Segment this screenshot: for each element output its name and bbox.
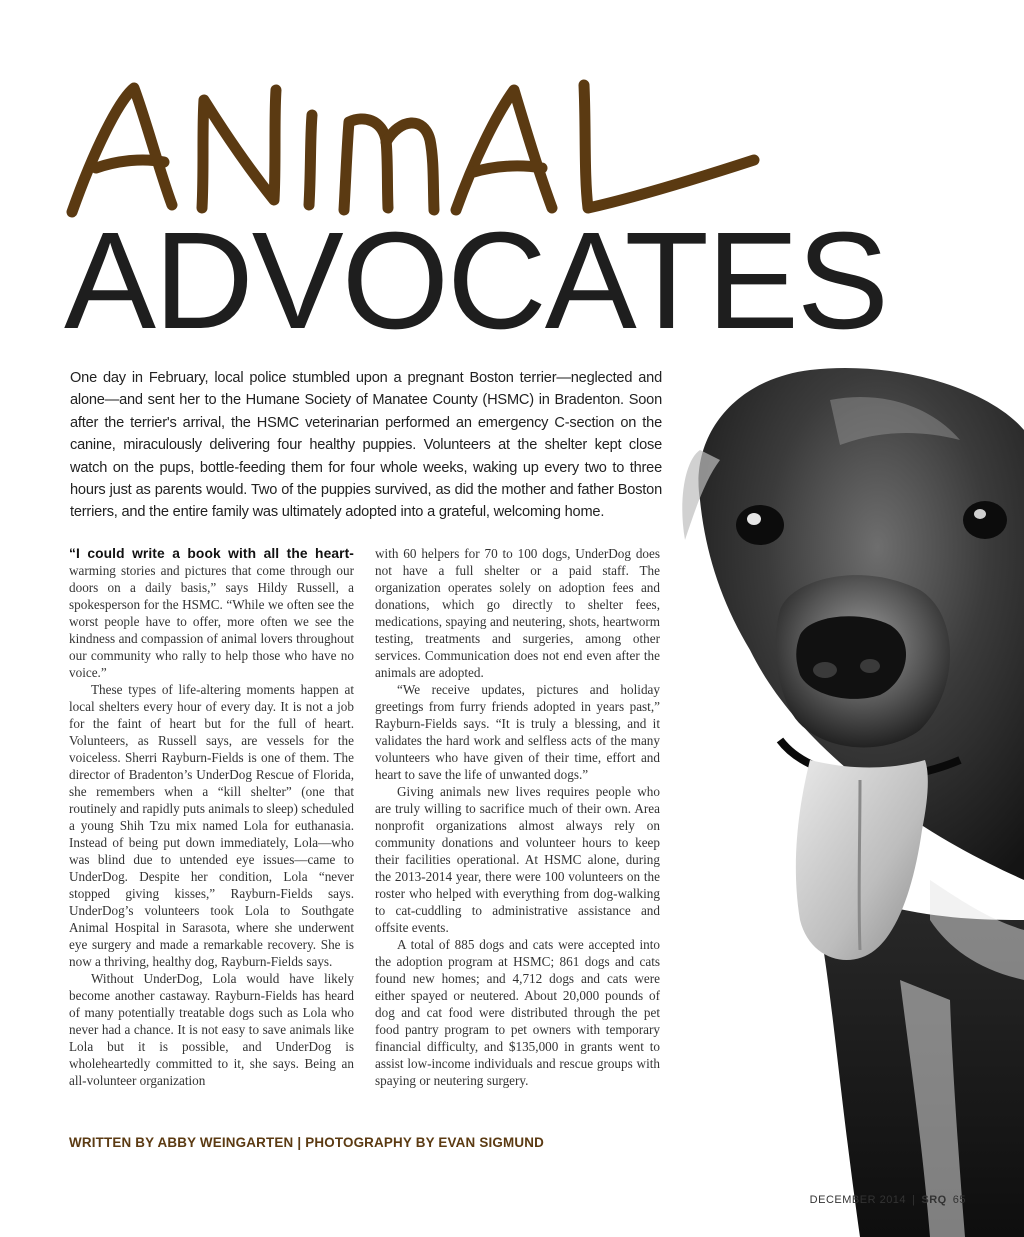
body-paragraph: Giving animals new lives requires people who are truly willing to sacrifice much of their own. Area nonprofit organizations almost always rely on community donations and volunteer hours to keep their facilities operational. At HSMC alone, during the 2013-2014 year, there were 100 volunteers on the roster who helped with everything from dog-walking to cat-cuddling to administrative assistance and offsite events. <box>375 784 660 935</box>
body-column-left <box>69 545 354 1089</box>
page-footer <box>810 1194 966 1206</box>
intro-paragraph: One day in February, local police stumbled upon a pregnant Boston terrier—neglected and alone—and sent her to the Humane Society of Manatee County (HSMC) in Bradenton. Soon after the terrier's arrival, the HSMC veterinarian performed an emergency C-section on the canine, miraculously delivering four healthy puppies. Volunteers at the shelter kept close watch on the pups, bottle-feeding them for four whole weeks, waking up every two to three hours just as parents would. Two of the puppies survived, as did the mother and father Boston terriers, and the entire family was ultimately adopted into a grateful, welcoming home. <box>70 370 662 521</box>
body-paragraph: A total of 885 dogs and cats were accepted into the adoption program at HSMC; 861 dogs and cats found new homes; and 4,712 dogs and cats were either spayed or neutered. About 20,000 pounds of dog and cat food were distributed through the pet food pantry program to pet owners with temporary financial difficulty, and $135,000 in grants went to assist low-income individuals and rescue groups with spaying or neutering surgery. <box>375 937 660 1088</box>
body-paragraph: These types of life-altering moments happen at local shelters every hour of every day. It is not a job for the faint of heart but for the full of heart. Volunteers, as Russell says, are vessels for the voiceless. Sherri Rayburn-Fields is one of them. The director of Bradenton’s UnderDog Rescue of Florida, she remembers when a “kill shelter” (one that routinely and rapidly puts animals to sleep) scheduled a young Shih Tzu mix named Lola for euthanasia. Instead of being put down immediately, Lola—who was blind due to untended eye issues—came to UnderDog. Despite her condition, Lola “never stopped giving kisses,” Rayburn-Fields says. UnderDog’s volunteers took Lola to Southgate Animal Hospital in Sarasota, where she underwent eye surgery and made a remarkable recovery. She is now a thriving, healthy dog, Rayburn-Fields says. <box>69 682 354 969</box>
footer-date: DECEMBER 2014 <box>809 1194 907 1206</box>
body-text: warming stories and pictures that come through our doors on a daily basis,” says Hildy Russell, a spokesperson for the HSMC. “While we often see the worst people have to offer, more often we see the kindness and compassion of animal lovers throughout our community who rally to help those who have no voice.” <box>69 563 354 680</box>
dog-image <box>660 360 1024 1237</box>
lead-quote: “I could write a book with all the heart- <box>69 546 354 561</box>
dog-photo <box>660 360 1024 1237</box>
page-number: 65 <box>952 1194 966 1206</box>
title-main-word: ADVOCATES <box>64 204 887 358</box>
body-column-right <box>375 545 660 1089</box>
body-paragraph: “We receive updates, pictures and holiday greetings from furry friends adopted in years past,” Rayburn-Fields says. “It is truly a blessing, and it validates the hard work and selfless acts of the many volunteers who have given of their time, effort and heart to save the life of unwanted dogs.” <box>375 682 660 782</box>
body-paragraph: with 60 helpers for 70 to 100 dogs, UnderDog does not have a full shelter or a paid staff. The organization operates solely on adoption fees and donations, which go directly to shelter fees, medications, spaying and neutering, shots, heartworm testing, treatments and surgeries, among other services. Communication does not end even after the animals are adopted. <box>375 546 660 680</box>
body-paragraph <box>69 545 354 681</box>
byline-credits: WRITTEN BY ABBY WEINGARTEN | PHOTOGRAPHY BY EVAN SIGMUND <box>69 1135 544 1150</box>
footer-brand: SRQ <box>921 1194 947 1206</box>
footer-separator: | <box>912 1194 916 1206</box>
body-paragraph: Without UnderDog, Lola would have likely become another castaway. Rayburn-Fields has heard of many potentially treatable dogs such as Lola who never had a chance. It is not easy to save animals like Lola but it is possible, and UnderDog is wholeheartedly committed to it, she says. Being an all-volunteer organization <box>69 971 354 1088</box>
